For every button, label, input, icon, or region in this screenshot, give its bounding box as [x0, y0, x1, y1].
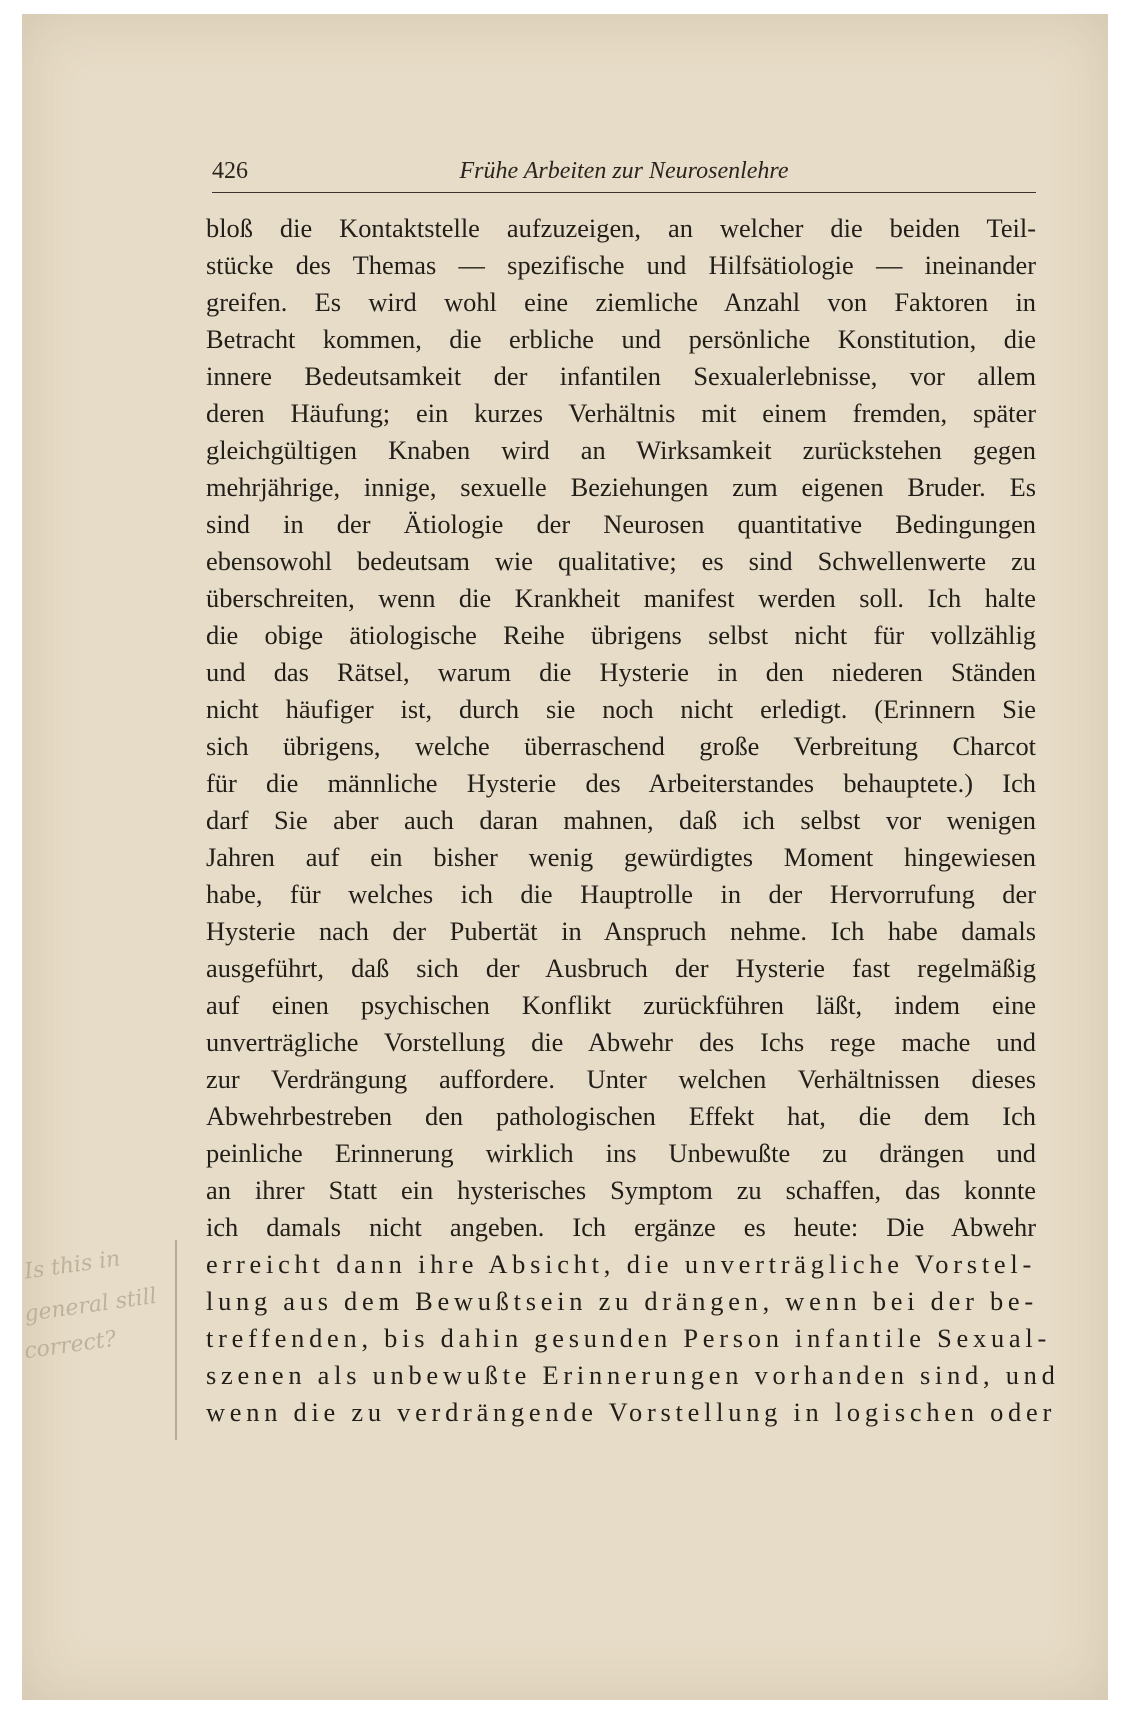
text-line: darf Sie aber auch daran mahnen, daß ich selbst vor wenigen: [206, 805, 1036, 835]
text-line: Jahren auf ein bisher wenig gewürdigtes Moment hingewiesen: [206, 842, 1036, 872]
page-number: 426: [212, 158, 248, 184]
text-line: habe, für welches ich die Hauptrolle in der Hervorrufung der: [206, 879, 1036, 909]
handwritten-margin-note: [24, 1245, 174, 1395]
margin-note-line: Is this in: [22, 1246, 122, 1285]
margin-note-line: general still: [22, 1283, 159, 1328]
text-line: ebensowohl bedeutsam wie qualitative; es sind Schwellenwerte zu: [206, 546, 1036, 576]
text-line: sind in der Ätiologie der Neurosen quantitative Bedingungen: [206, 509, 1036, 539]
text-line: greifen. Es wird wohl eine ziemliche Anzahl von Faktoren in: [206, 287, 1036, 317]
margin-line: [175, 1240, 177, 1440]
body-text: [206, 210, 1060, 1431]
page-header: [212, 158, 1036, 193]
text-line: treffenden, bis dahin gesunden Person infantile Sexual-: [206, 1323, 1051, 1353]
text-line: und das Rätsel, warum die Hysterie in den niederen Ständen: [206, 657, 1036, 687]
text-line: erreicht dann ihre Absicht, die unverträgliche Vorstel-: [206, 1249, 1036, 1279]
text-line: gleichgültigen Knaben wird an Wirksamkeit zurückstehen gegen: [206, 435, 1036, 465]
text-line: an ihrer Statt ein hysterisches Symptom zu schaffen, das konnte: [206, 1175, 1036, 1205]
text-line: ausgeführt, daß sich der Ausbruch der Hysterie fast regelmäßig: [206, 953, 1036, 983]
text-line: innere Bedeutsamkeit der infantilen Sexualerlebnisse, vor allem: [206, 361, 1036, 391]
text-line: deren Häufung; ein kurzes Verhältnis mit einem fremden, später: [206, 398, 1036, 428]
text-line: bloß die Kontaktstelle aufzuzeigen, an welcher die beiden Teil-: [206, 213, 1036, 243]
text-line: mehrjährige, innige, sexuelle Beziehungen zum eigenen Bruder. Es: [206, 472, 1036, 502]
text-line: für die männliche Hysterie des Arbeiterstandes behauptete.) Ich: [206, 768, 1036, 798]
text-line: Betracht kommen, die erbliche und persönliche Konstitution, die: [206, 324, 1036, 354]
text-line: Hysterie nach der Pubertät in Anspruch nehme. Ich habe damals: [206, 916, 1036, 946]
text-line: die obige ätiologische Reihe übrigens selbst nicht für vollzählig: [206, 620, 1036, 650]
text-line: peinliche Erinnerung wirklich ins Unbewußte zu drängen und: [206, 1138, 1036, 1168]
text-line: lung aus dem Bewußtsein zu drängen, wenn bei der be-: [206, 1286, 1038, 1316]
text-line: sich übrigens, welche überraschend große Verbreitung Charcot: [206, 731, 1036, 761]
text-line: stücke des Themas — spezifische und Hilfsätiologie — ineinander: [206, 250, 1036, 280]
text-line: unverträgliche Vorstellung die Abwehr des Ichs rege mache und: [206, 1027, 1036, 1057]
text-line: überschreiten, wenn die Krankheit manifest werden soll. Ich halte: [206, 583, 1036, 613]
text-line: nicht häufiger ist, durch sie noch nicht erledigt. (Erinnern Sie: [206, 694, 1036, 724]
text-line: wenn die zu verdrängende Vorstellung in logischen oder: [206, 1397, 1056, 1427]
text-line: auf einen psychischen Konflikt zurückführen läßt, indem eine: [206, 990, 1036, 1020]
text-line: ich damals nicht angeben. Ich ergänze es heute: Die Abwehr: [206, 1212, 1036, 1242]
margin-note-line: correct?: [22, 1326, 118, 1365]
text-line: Abwehrbestreben den pathologischen Effekt hat, die dem Ich: [206, 1101, 1036, 1131]
text-line: szenen als unbewußte Erinnerungen vorhanden sind, und: [206, 1360, 1060, 1390]
running-title: Frühe Arbeiten zur Neurosenlehre: [459, 158, 789, 184]
text-line: zur Verdrängung auffordere. Unter welchen Verhältnissen dieses: [206, 1064, 1036, 1094]
